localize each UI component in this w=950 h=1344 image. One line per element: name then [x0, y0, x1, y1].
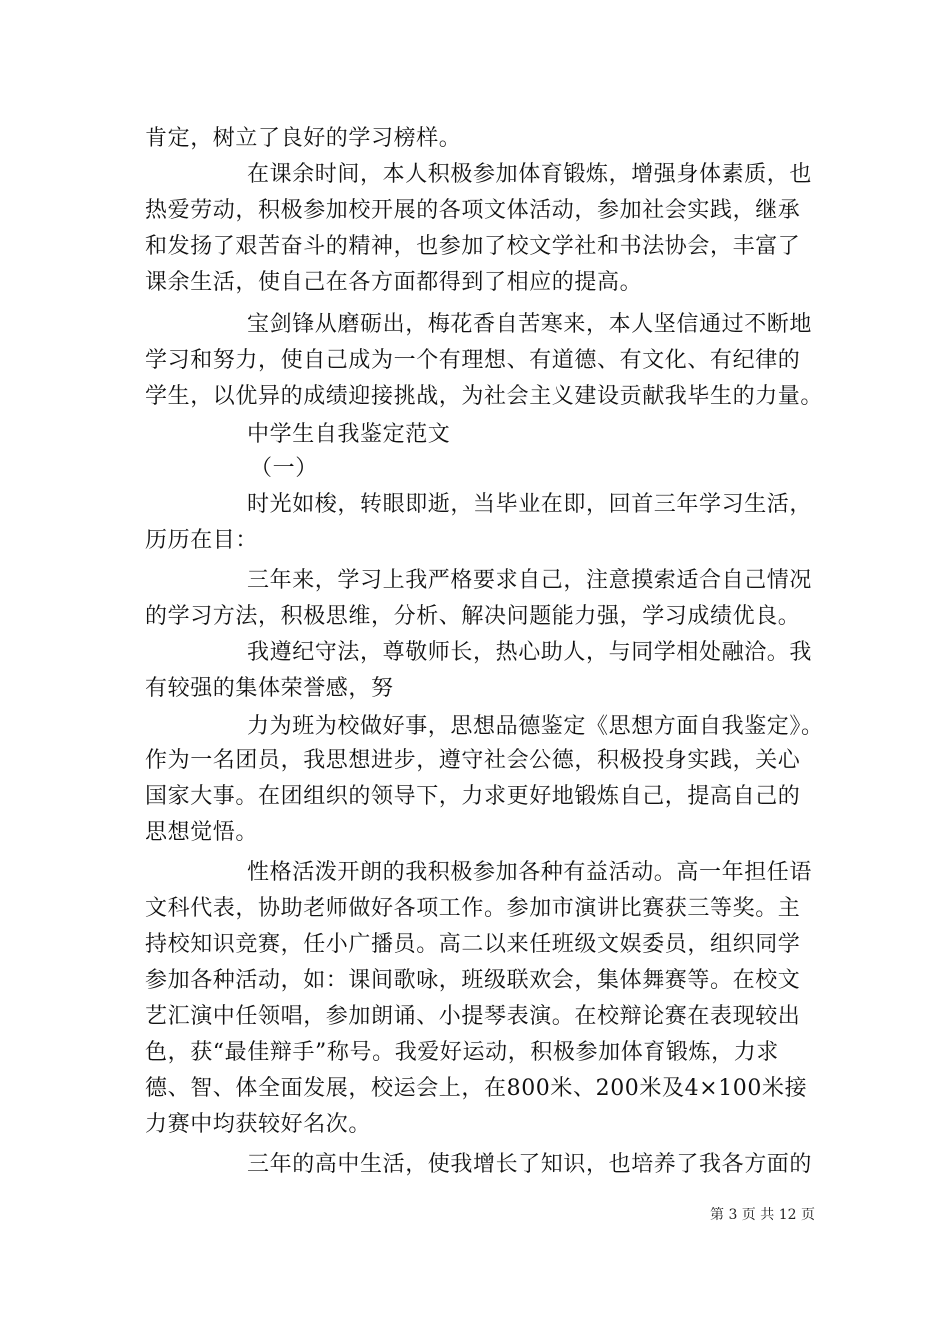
- section-heading: 中学生自我鉴定范文: [247, 422, 451, 447]
- text-line: 热爱劳动，积极参加校开展的各项文体活动，参加社会实践，继承: [145, 198, 801, 223]
- paragraph-start-line: 我遵纪守法，尊敬师长，热心助人，与同学相处融洽。我: [247, 640, 813, 665]
- text-line: 的学习方法，积极思维，分析、解决问题能力强，学习成绩优良。: [145, 604, 801, 629]
- page-number: 第 3 页 共 12 页: [710, 1207, 815, 1223]
- paragraph-start-line: 时光如梭，转眼即逝，当毕业在即，回首三年学习生活，: [247, 492, 813, 517]
- text-line: 德、智、体全面发展，校运会上，在800米、200米及4×100米接: [145, 1076, 808, 1101]
- text-line: 思想觉悟。: [145, 820, 259, 845]
- paragraph-start-line: 力为班为校做好事，思想品德鉴定《思想方面自我鉴定》。: [247, 714, 824, 739]
- text-line: 和发扬了艰苦奋斗的精神，也参加了校文学社和书法协会，丰富了: [145, 234, 801, 259]
- section-number: （一）: [250, 456, 318, 481]
- text-line: 力赛中均获较好名次。: [145, 1112, 372, 1137]
- text-line: 色，获“最佳辩手”称号。我爱好运动，积极参加体育锻炼，力求: [145, 1040, 779, 1065]
- paragraph-start-line: 三年的高中生活，使我增长了知识，也培养了我各方面的: [247, 1152, 813, 1177]
- text-line: 历历在目：: [145, 528, 259, 553]
- text-line: 艺汇演中任领唱，参加朗诵、小提琴表演。在校辩论赛在表现较出: [145, 1004, 801, 1029]
- text-line: 有较强的集体荣誉感，努: [145, 676, 394, 701]
- text-line: 作为一名团员，我思想进步，遵守社会公德，积极投身实践，关心: [145, 748, 801, 773]
- text-line: 国家大事。在团组织的领导下，力求更好地锻炼自己，提高自己的: [145, 784, 801, 809]
- text-line: 课余生活，使自己在各方面都得到了相应的提高。: [145, 270, 643, 295]
- paragraph-start-line: 在课余时间，本人积极参加体育锻炼，增强身体素质，也: [247, 162, 813, 187]
- paragraph-start-line: 性格活泼开朗的我积极参加各种有益活动。高一年担任语: [247, 860, 813, 885]
- text-line: 文科代表，协助老师做好各项工作。参加市演讲比赛获三等奖。主: [145, 896, 801, 921]
- text-line: 肯定，树立了良好的学习榜样。: [145, 126, 462, 151]
- paragraph-start-line: 三年来，学习上我严格要求自己，注意摸索适合自己情况: [247, 568, 813, 593]
- text-line: 学习和努力，使自己成为一个有理想、有道德、有文化、有纪律的: [145, 348, 801, 373]
- text-line: 持校知识竞赛，任小广播员。高二以来任班级文娱委员，组织同学: [145, 932, 801, 957]
- text-line: 学生，以优异的成绩迎接挑战，为社会主义建设贡献我毕生的力量。: [145, 384, 824, 409]
- text-line: 参加各种活动，如：课间歌咏，班级联欢会，集体舞赛等。在校文: [145, 968, 801, 993]
- paragraph-start-line: 宝剑锋从磨砺出，梅花香自苦寒来，本人坚信通过不断地: [247, 312, 813, 337]
